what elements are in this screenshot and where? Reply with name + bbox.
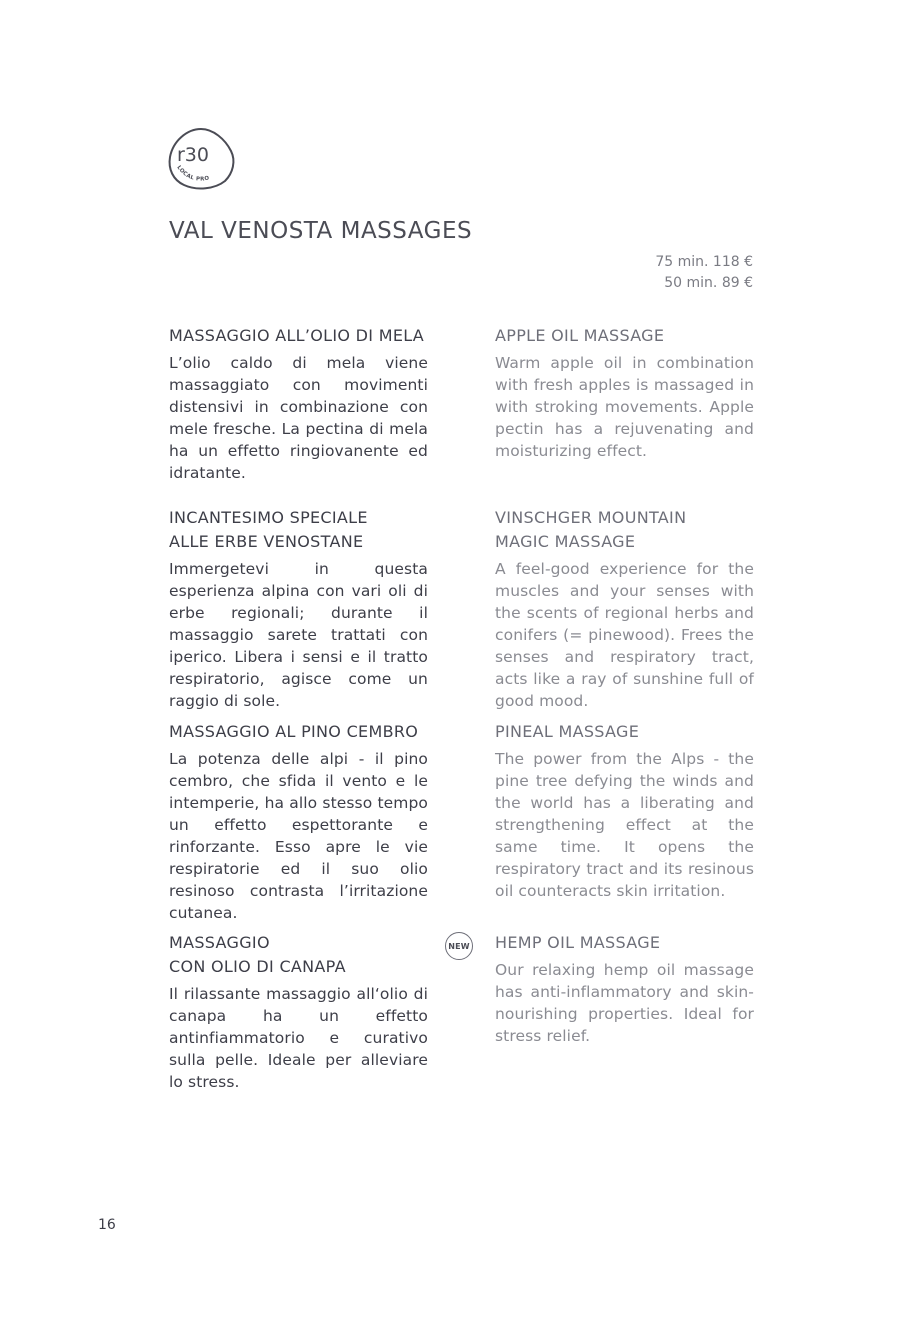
logo-icon [167,127,237,191]
section-title [495,324,754,348]
price-list [655,252,753,294]
section-apple-oil-italian [169,324,428,484]
section-description: L’olio caldo di mela viene massaggiato con movimenti distensivi in combinazione con mele fresche. La pectina di mela ha un effetto ringiovanente ed idratante. [169,354,428,482]
section-description: Il rilassante massaggio all‘olio di canapa ha un effetto antinfiammatorio e curativo sulla pelle. Ideale per alleviare lo stress. [169,985,428,1091]
section-pine-italian [169,720,428,924]
section-hemp-italian [169,931,428,1093]
section-title-line: PINEAL MASSAGE [495,722,640,741]
section-title [495,720,754,744]
section-title [169,931,428,979]
section-herbs-english [495,506,754,712]
section-title [495,506,754,554]
page-number: 16 [98,1217,116,1233]
price-50-min: 50 min. 89 € [664,275,753,291]
section-title-line: MASSAGGIO AL PINO CEMBRO [169,722,419,741]
section-hemp-english [495,931,754,1047]
section-title [495,931,754,955]
section-title [169,506,428,554]
page-title: VAL VENOSTA MASSAGES [169,218,473,244]
section-description: Our relaxing hemp oil massage has anti-inflammatory and skin-nourishing properties. Ideal for stress relief. [495,961,754,1045]
section-title-line: CON OLIO DI CANAPA [169,957,346,976]
section-title-line: HEMP OIL MASSAGE [495,933,661,952]
section-title-line: VINSCHGER MOUNTAIN [495,508,687,527]
section-description: La potenza delle alpi - il pino cembro, che sfida il vento e le intemperie, ha allo stesso tempo un effetto espettorante e rinforzante. Esso apre le vie respiratorie ed il suo olio resinoso contrasta l’irritazione cutanea. [169,750,428,922]
logo-arc-text: LOCAL PRO [175,164,211,183]
section-description: Warm apple oil in combination with fresh apples is massaged in with stroking movements. Apple pectin has a rejuvenating and moisturizing effect. [495,354,754,460]
section-title-line: ALLE ERBE VENOSTANE [169,532,364,551]
section-pine-english [495,720,754,902]
section-title-line: MASSAGGIO ALL’OLIO DI MELA [169,326,425,345]
r30-local-products-logo [167,127,237,191]
section-description: Immergetevi in questa esperienza alpina con vari oli di erbe regionali; durante il massaggio sarete trattati con iperico. Libera i sensi e il tratto respiratorio, agisce come un raggio di sole. [169,560,428,710]
section-title [169,324,428,348]
logo-mark: r30 [177,144,209,166]
section-title-line: MAGIC MASSAGE [495,532,636,551]
section-title-line: INCANTESIMO SPECIALE [169,508,368,527]
section-description: A feel-good experience for the muscles and your senses with the scents of regional herbs and conifers (= pinewood). Frees the senses and respiratory tract, acts like a ray of sunshine full of good mood. [495,560,754,710]
section-title-line: APPLE OIL MASSAGE [495,326,665,345]
section-title [169,720,428,744]
section-description: The power from the Alps - the pine tree defying the winds and the world has a liberating and strengthening effect at the same time. It opens the respiratory tract and its resinous oil counteracts skin irritation. [495,750,754,900]
price-75-min: 75 min. 118 € [655,254,753,270]
section-title-line: MASSAGGIO [169,933,270,952]
new-badge: NEW [445,932,473,960]
section-herbs-italian [169,506,428,712]
section-apple-oil-english [495,324,754,462]
